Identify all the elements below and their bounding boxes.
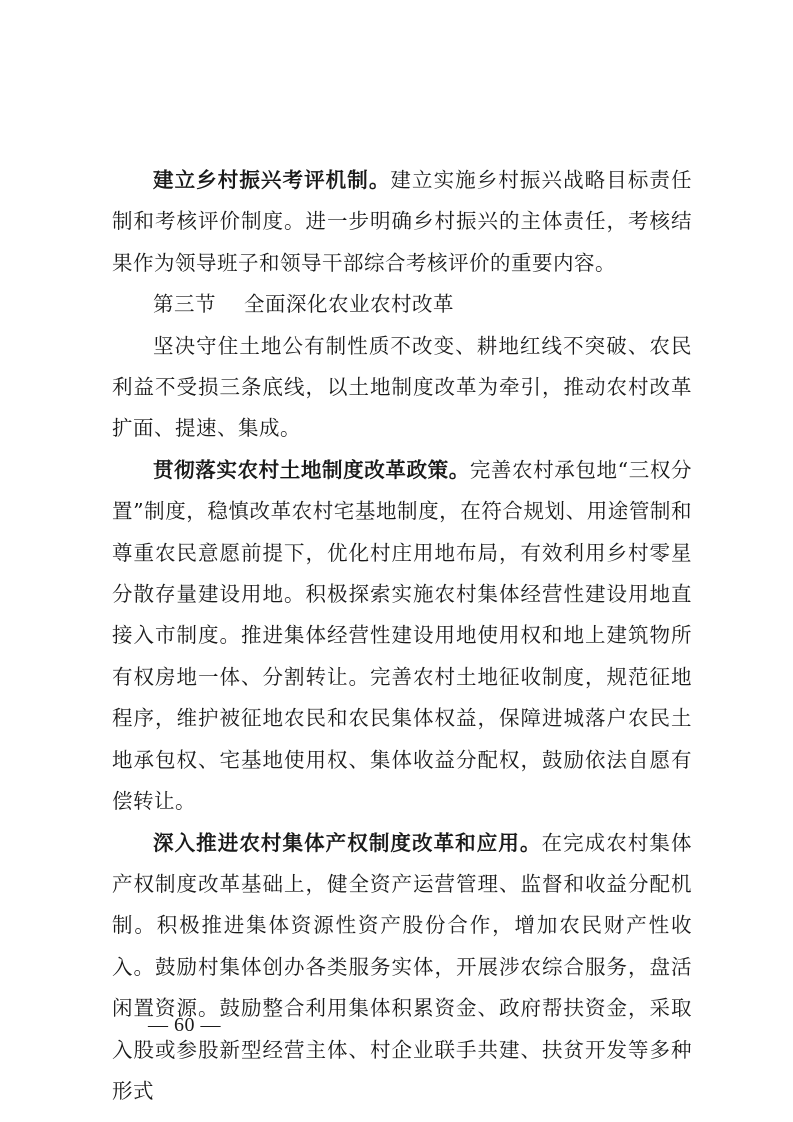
- paragraph-body: 建立实施乡村振兴战略目标责任制和考核评价制度。进一步明确乡村振兴的主体责任，考核结果作为领导班子和领导干部综合考核评价的重要内容。: [112, 168, 693, 275]
- paragraph-body: 在完成农村集体产权制度改革基础上，健全资产运营管理、监督和收益分配机制。积极推进集体资源性资产股份合作，增加农民财产性收入。鼓励村集体创办各类服务实体，开展涉农综合服务，盘活闲置资源。鼓励整合利用集体积累资金、政府帮扶资金，采取入股或参股新型经营主体、村企业联手共建、扶贫开发等多种形式: [112, 830, 692, 1103]
- section-intro-paragraph: 坚决守住土地公有制性质不改变、耕地红线不突破、农民利益不受损三条底线，以土地制度改革为牵引，推动农村改革扩面、提速、集成。: [112, 333, 692, 441]
- page-number: — 60 —: [148, 1014, 221, 1036]
- paragraph-lead: 深入推进农村集体产权制度改革和应用。: [153, 830, 542, 855]
- paragraph-lead: 建立乡村振兴考评机制。: [153, 168, 391, 192]
- document-body: [112, 160, 692, 1112]
- section-heading: [112, 284, 692, 325]
- paragraph-land-reform: [112, 450, 692, 823]
- paragraph-evaluation-mechanism: [112, 160, 692, 284]
- paragraph-collective-property: [112, 823, 692, 1113]
- paragraph-lead: 贯彻落实农村土地制度改革政策。: [153, 457, 470, 482]
- paragraph-body: 完善农村承包地“三权分置”制度，稳慎改革农村宅基地制度，在符合规划、用途管制和尊重农民意愿前提下，优化村庄用地布局，有效利用乡村零星分散存量建设用地。积极探索实施农村集体经营性建设用地直接入市制度。推进集体经营性建设用地使用权和地上建筑物所有权房地一体、分割转让。完善农村土地征收制度，规范征地程序，维护被征地农民和农民集体权益，保障进城落户农民土地承包权、宅基地使用权、集体收益分配权，鼓励依法自愿有偿转让。: [112, 457, 692, 814]
- section-title: 全面深化农业农村改革: [244, 292, 454, 317]
- section-number: 第三节: [153, 292, 216, 317]
